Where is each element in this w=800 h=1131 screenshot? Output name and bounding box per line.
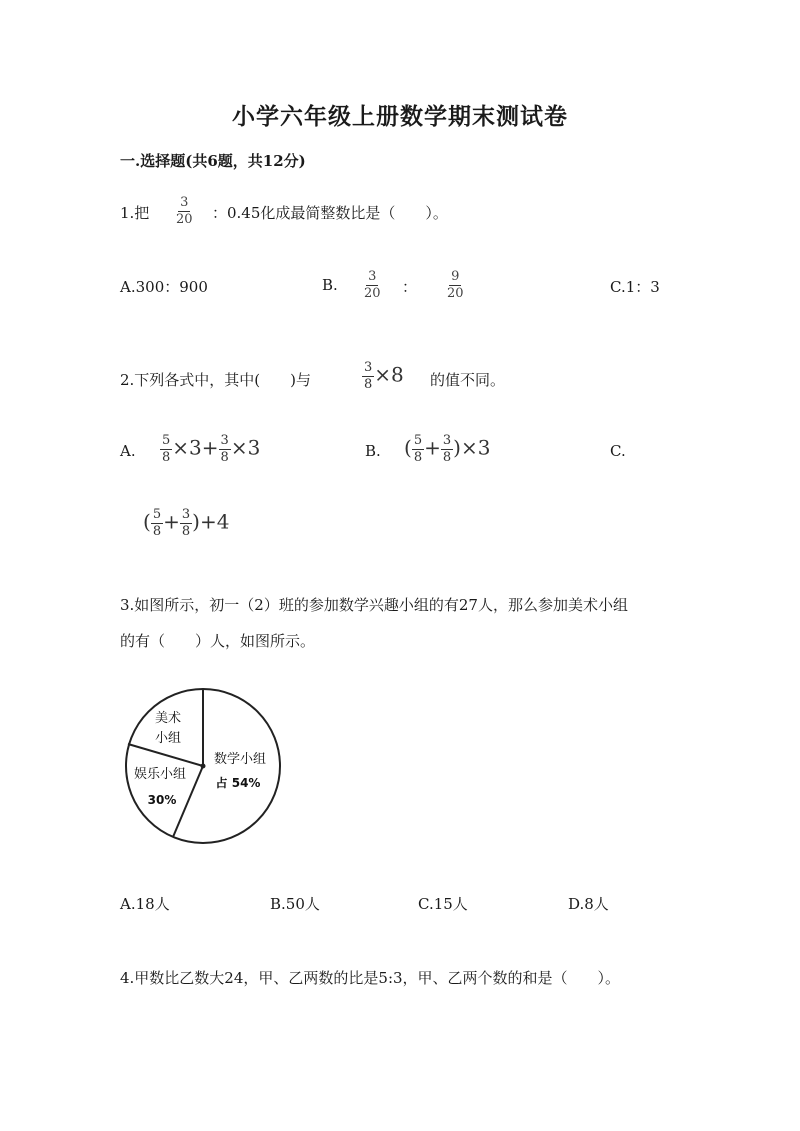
q2-expr-num: 3 bbox=[364, 360, 373, 375]
q1-frac-den: 20 bbox=[176, 211, 193, 227]
pie-math-label-2: 占 54% bbox=[215, 776, 261, 790]
q2-c-plus: + bbox=[163, 509, 180, 534]
q2-expr-den: 8 bbox=[364, 376, 373, 392]
q2-option-c-label[interactable]: C. bbox=[610, 442, 626, 460]
q1-option-b-frac2 bbox=[445, 270, 466, 300]
q2-c-open: ( bbox=[143, 509, 151, 534]
pie-ent-label-2: 30% bbox=[147, 793, 177, 807]
q2-b-close: )×3 bbox=[453, 435, 491, 460]
pie-art-label-2: 小组 bbox=[154, 731, 182, 746]
q1-option-b-frac1 bbox=[362, 270, 383, 300]
q1-b-den2: 20 bbox=[447, 285, 464, 301]
q1-b-num2: 9 bbox=[451, 269, 460, 284]
q1-option-a[interactable]: A.300：900 bbox=[120, 278, 208, 296]
q3-line1: 3.如图所示，初一（2）班的参加数学兴趣小组的有27人，那么参加美术小组 bbox=[120, 596, 628, 614]
pie-center bbox=[201, 764, 206, 769]
q1-frac-num: 3 bbox=[180, 195, 189, 210]
page-title: 小学六年级上册数学期末测试卷 bbox=[232, 103, 568, 130]
q2-b-plus: + bbox=[424, 435, 441, 460]
pie-math-label-1: 数学小组 bbox=[213, 752, 267, 767]
q3-line2: 的有（ ）人，如图所示。 bbox=[120, 632, 316, 650]
q2-option-c-expr bbox=[143, 508, 229, 538]
q1-prefix: 1.把 bbox=[120, 204, 150, 222]
q2-a-d1: 8 bbox=[162, 449, 171, 465]
q2-option-a-expr bbox=[160, 434, 260, 464]
q3-option-c[interactable]: C.15人 bbox=[418, 895, 468, 913]
q2-c-d2: 8 bbox=[181, 523, 191, 539]
q2-b-n2: 3 bbox=[442, 433, 452, 448]
pie-chart bbox=[120, 686, 290, 846]
section-heading: 一.选择题(共6题，共12分) bbox=[120, 152, 306, 170]
q2-a-m1: ×3+ bbox=[172, 435, 219, 460]
q2-option-b-expr bbox=[404, 434, 490, 464]
q2-option-b-label[interactable]: B. bbox=[365, 442, 381, 460]
pie-ent-label-1: 娱乐小组 bbox=[133, 767, 187, 782]
q2-c-close: )+4 bbox=[192, 509, 230, 534]
q1-b-num1: 3 bbox=[368, 269, 377, 284]
q3-option-a[interactable]: A.18人 bbox=[120, 895, 170, 913]
q3-option-b[interactable]: B.50人 bbox=[270, 895, 320, 913]
q2-a-n2: 3 bbox=[220, 433, 229, 448]
q2-prefix: 2.下列各式中，其中( )与 bbox=[120, 371, 312, 389]
q1-option-b-label[interactable]: B. bbox=[322, 276, 338, 294]
q2-c-n1: 5 bbox=[152, 507, 162, 522]
q2-expression bbox=[362, 361, 404, 391]
q2-a-d2: 8 bbox=[220, 449, 229, 465]
q2-suffix: 的值不同。 bbox=[430, 371, 506, 389]
q1-fraction bbox=[174, 196, 195, 226]
q2-a-n1: 5 bbox=[162, 433, 171, 448]
q4-text: 4.甲数比乙数大24，甲、乙两数的比是5:3，甲、乙两个数的和是（ ）。 bbox=[120, 969, 621, 987]
q1-suffix: ：0.45化成最简整数比是（ ）。 bbox=[212, 204, 448, 222]
q2-option-a-label[interactable]: A. bbox=[120, 442, 136, 460]
q2-expr-rest: ×8 bbox=[374, 362, 404, 387]
pie-art-label-1: 美术 bbox=[154, 711, 182, 726]
q2-c-d1: 8 bbox=[152, 523, 162, 539]
q2-a-m2: ×3 bbox=[230, 435, 261, 460]
q1-option-b-sep: ： bbox=[402, 278, 418, 296]
q2-c-n2: 3 bbox=[181, 507, 191, 522]
q2-b-d1: 8 bbox=[413, 449, 423, 465]
q2-b-d2: 8 bbox=[442, 449, 452, 465]
q2-b-n1: 5 bbox=[413, 433, 423, 448]
q1-b-den1: 20 bbox=[364, 285, 381, 301]
q1-option-c[interactable]: C.1：3 bbox=[610, 278, 660, 296]
q3-option-d[interactable]: D.8人 bbox=[568, 895, 609, 913]
q2-b-open: ( bbox=[404, 435, 412, 460]
